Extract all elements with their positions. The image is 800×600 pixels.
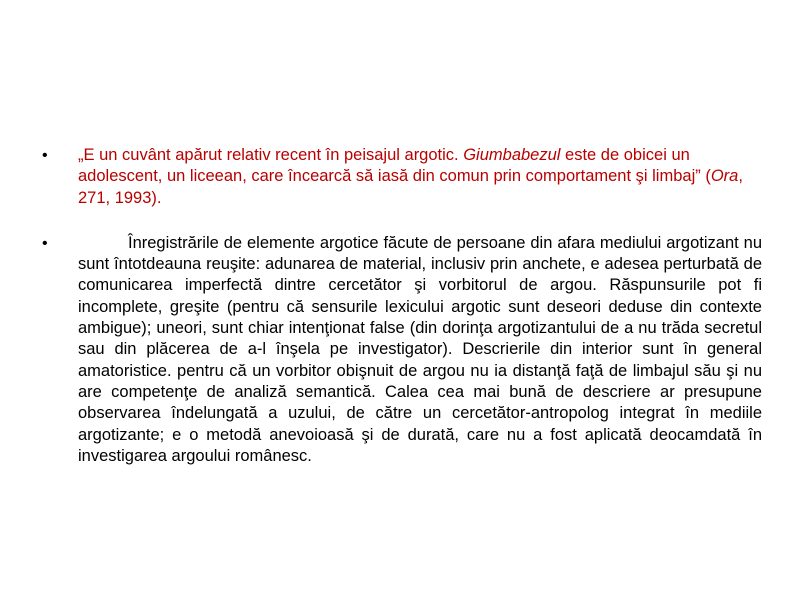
body-paragraph — [78, 233, 762, 467]
quote-source-ora: Ora — [710, 167, 739, 186]
quote-part-1: „E un cuvânt apărut relativ recent în peisajul argotic. — [78, 146, 464, 164]
bullet-icon: • — [42, 234, 48, 252]
quote-term-giumbabezul: Giumbabezul — [463, 146, 561, 164]
bullet-list — [42, 145, 762, 467]
bullet-item-body — [42, 233, 762, 467]
quote-text — [78, 146, 743, 207]
quote-part-3: este de obicei un adolescent, un liceean, care încearcă să iasă din comun prin comportament şi limbaj” ( — [78, 146, 711, 186]
bullet-icon: • — [42, 147, 48, 164]
quote-part-5: , 271, 1993). — [78, 167, 743, 207]
body-paragraph-text: Înregistrările de elemente argotice făcute de persoane din afara mediului argotizant nu sunt întotdeauna reuşite: adunarea de material, inclusiv prin anchete, e adesea perturbată de comunicarea imperfectă dintre cercetător şi vorbitorul de argou. Răspunsurile pot fi incomplete, greşite (pentru că sensurile lexicului argotic sunt deseori deduse din contexte ambigue); uneori, sunt chiar intenţionat false (din dorinţa argotizantului de a nu trăda secretul sau din plăcerea de a-l înşela pe investigator). Descrierile din interior sunt în general amatoristice. pentru că un vorbitor obişnuit de argou nu ia distanţă faţă de limbajul său şi nu are competenţe de analiză semantică. Calea cea mai bună de descriere ar presupune observarea îndelungată a uzului, de către un cercetător-antropolog integrat în mediile argotizante; e o metodă anevoioasă şi de durată, care nu a fost aplicată deocamdată în investigarea argoului românesc. — [78, 233, 762, 465]
bullet-item-quote — [42, 145, 762, 209]
